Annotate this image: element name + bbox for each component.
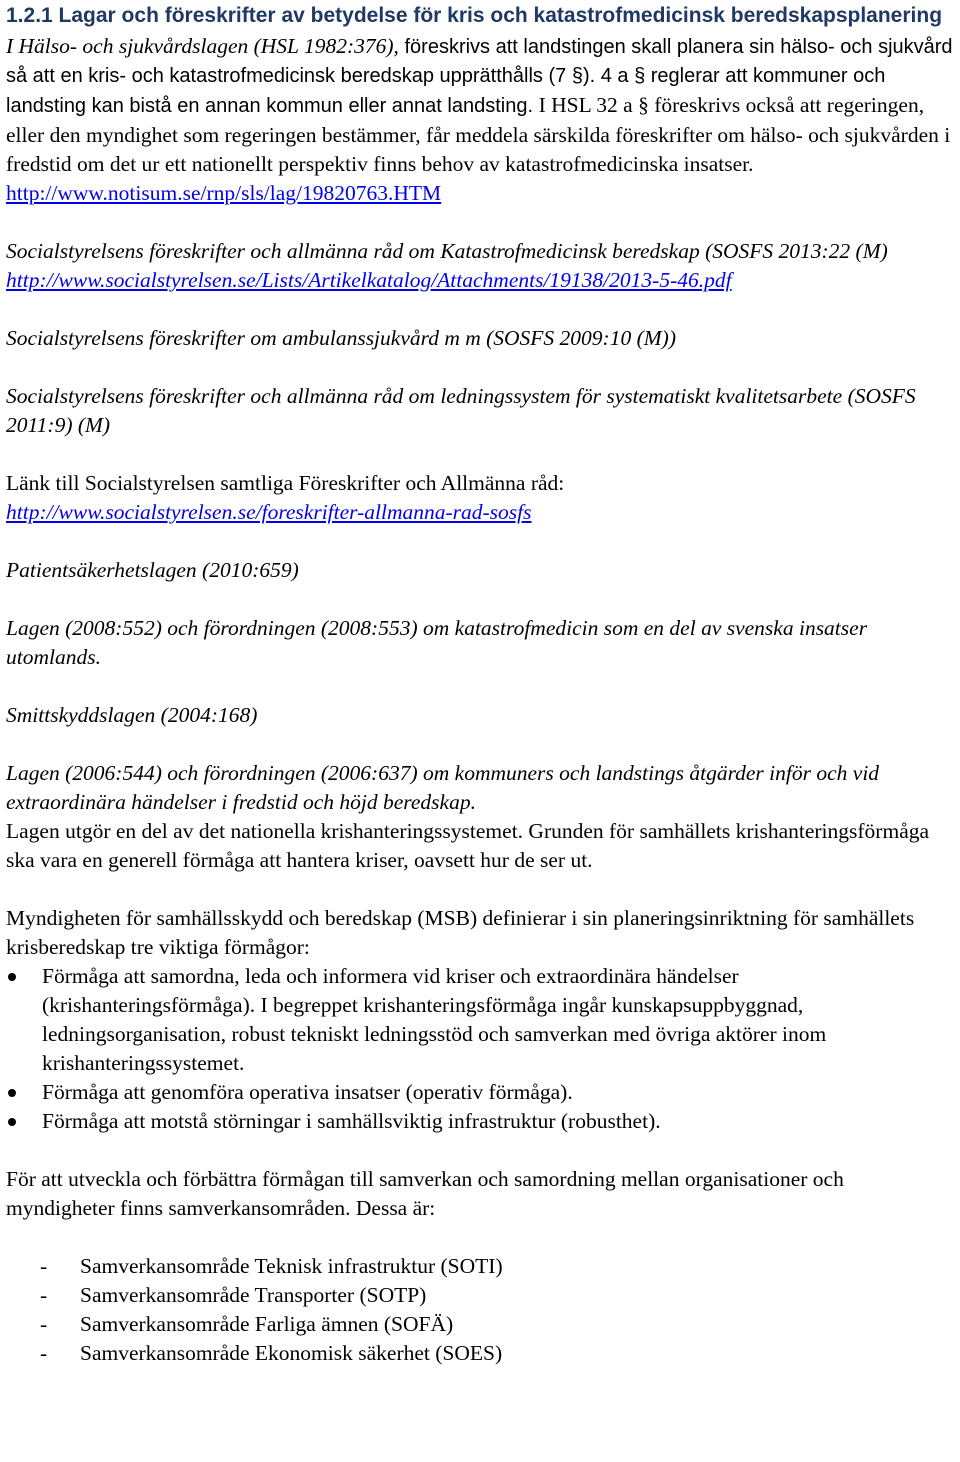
samverkan-intro: För att utveckla och förbättra förmågan till samverkan och samordning mellan organisationer och myndigheter finns samverkansområden. Dessa är: (6, 1167, 844, 1220)
list-item (6, 1252, 956, 1281)
msb-bullet-list (6, 962, 956, 1136)
all-sosfs-block (6, 469, 956, 527)
sosfs-2013-title: Socialstyrelsens föreskrifter och allmänna råd om Katastrofmedicinsk beredskap (SOSFS 2013:22 (M) (6, 239, 888, 263)
smittskydd-title: Smittskyddslagen (2004:168) (6, 703, 258, 727)
section-sign-icon: § (634, 65, 646, 87)
dash-marker: - (40, 1254, 48, 1278)
samverkan-item: Samverkansområde Farliga ämnen (SOFÄ) (80, 1312, 454, 1336)
bullet-text: Förmåga att motstå störningar i samhällsviktig infrastruktur (robusthet). (42, 1109, 661, 1133)
hsl-paragraph (6, 32, 956, 208)
samverkan-item: Samverkansområde Ekonomisk säkerhet (SOES) (80, 1341, 503, 1365)
hsl-title: I Hälso- och sjukvårdslagen (HSL 1982:376), (6, 34, 399, 58)
bullet-icon (8, 1118, 16, 1126)
bullet-icon (8, 973, 16, 981)
section-sign-icon: § (571, 65, 583, 87)
dash-marker: - (40, 1341, 48, 1365)
samverkan-item: Samverkansområde Transporter (SOTP) (80, 1283, 427, 1307)
section-sign-icon: § (638, 93, 649, 117)
sosfs-2013-block (6, 237, 956, 295)
notisum-link[interactable]: http://www.notisum.se/rnp/sls/lag/19820763.HTM (6, 181, 442, 205)
hsl-text-2: ). 4 a (582, 65, 635, 87)
list-item (6, 1339, 956, 1368)
extraordinara-block (6, 759, 956, 875)
document-page (6, 0, 956, 1368)
patientsakerhet-title: Patientsäkerhetslagen (2010:659) (6, 558, 299, 582)
extraordinara-body: Lagen utgör en del av det nationella krishanteringssystemet. Grunden för samhällets krishanteringsförmåga ska vara en generell förmåga att hantera kriser, oavsett hur de ser ut. (6, 819, 930, 872)
list-item (6, 1078, 956, 1107)
bullet-text: Förmåga att genomföra operativa insatser (operativ förmåga). (42, 1080, 573, 1104)
list-item (6, 1107, 956, 1136)
samverkan-item: Samverkansområde Teknisk infrastruktur (SOTI) (80, 1254, 503, 1278)
section-heading: 1.2.1 Lagar och föreskrifter av betydelse för kris och katastrofmedicinsk beredskapsplanering (6, 4, 943, 27)
dash-marker: - (40, 1312, 48, 1336)
sosfs-2009-title: Socialstyrelsens föreskrifter om ambulanssjukvård m m (SOSFS 2009:10 (M)) (6, 326, 676, 350)
list-item (6, 1310, 956, 1339)
hsl-32a-text-2: föreskrivs också att regeringen, eller den myndighet som regeringen bestämmer, får meddela särskilda föreskrifter om hälso- och sjukvården i fredstid om det ur ett nationellt perspektiv finns behov av katastrofmedicinska insatser. (6, 93, 951, 176)
sosfs-2011-title: Socialstyrelsens föreskrifter och allmänna råd om ledningssystem för systematiskt kvalitetsarbete (SOSFS 2011:9) (M) (6, 384, 916, 437)
hsl-32a-text: I HSL 32 a (538, 93, 639, 117)
bullet-icon (8, 1089, 16, 1097)
dash-marker: - (40, 1283, 48, 1307)
msb-intro: Myndigheten för samhällsskydd och beredskap (MSB) definierar i sin planeringsinriktning för samhällets krisberedskap tre viktiga förmågor: (6, 906, 915, 959)
extraordinara-title: Lagen (2006:544) och förordningen (2006:637) om kommuners och landstings åtgärder inför och vid extraordinära händelser i fredstid och höjd beredskap. (6, 761, 880, 814)
list-item (6, 1281, 956, 1310)
all-sosfs-text: Länk till Socialstyrelsen samtliga Föreskrifter och Allmänna råd: (6, 471, 565, 495)
katastrofmedicin-law-title: Lagen (2008:552) och förordningen (2008:553) om katastrofmedicin som en del av svenska insatser utomlands. (6, 616, 868, 669)
sosfs-2013-link[interactable]: http://www.socialstyrelsen.se/Lists/Artikelkatalog/Attachments/19138/2013-5-46.pdf (6, 268, 732, 292)
hsl-text-3: reglerar att kommuner och landsting kan bistå en annan kommun eller annat landsting. (6, 65, 886, 117)
list-item (6, 962, 956, 1078)
bullet-text: Förmåga att samordna, leda och informera vid kriser och extraordinära händelser (krishanteringsförmåga). I begreppet krishanteringsförmåga ingår kunskapsuppbyggnad, ledningsorganisation, robust tekniskt ledningsstöd och samverkan med övriga aktörer inom krishanteringssystemet. (42, 964, 827, 1075)
samverkan-list (6, 1252, 956, 1368)
all-sosfs-link[interactable]: http://www.socialstyrelsen.se/foreskrifter-allmanna-rad-sosfs (6, 500, 532, 524)
hsl-text-1: föreskrivs att landstingen skall planera sin hälso- och sjukvård så att en kris- och katastrofmedicinsk beredskap upprätthålls (7 (6, 36, 953, 87)
